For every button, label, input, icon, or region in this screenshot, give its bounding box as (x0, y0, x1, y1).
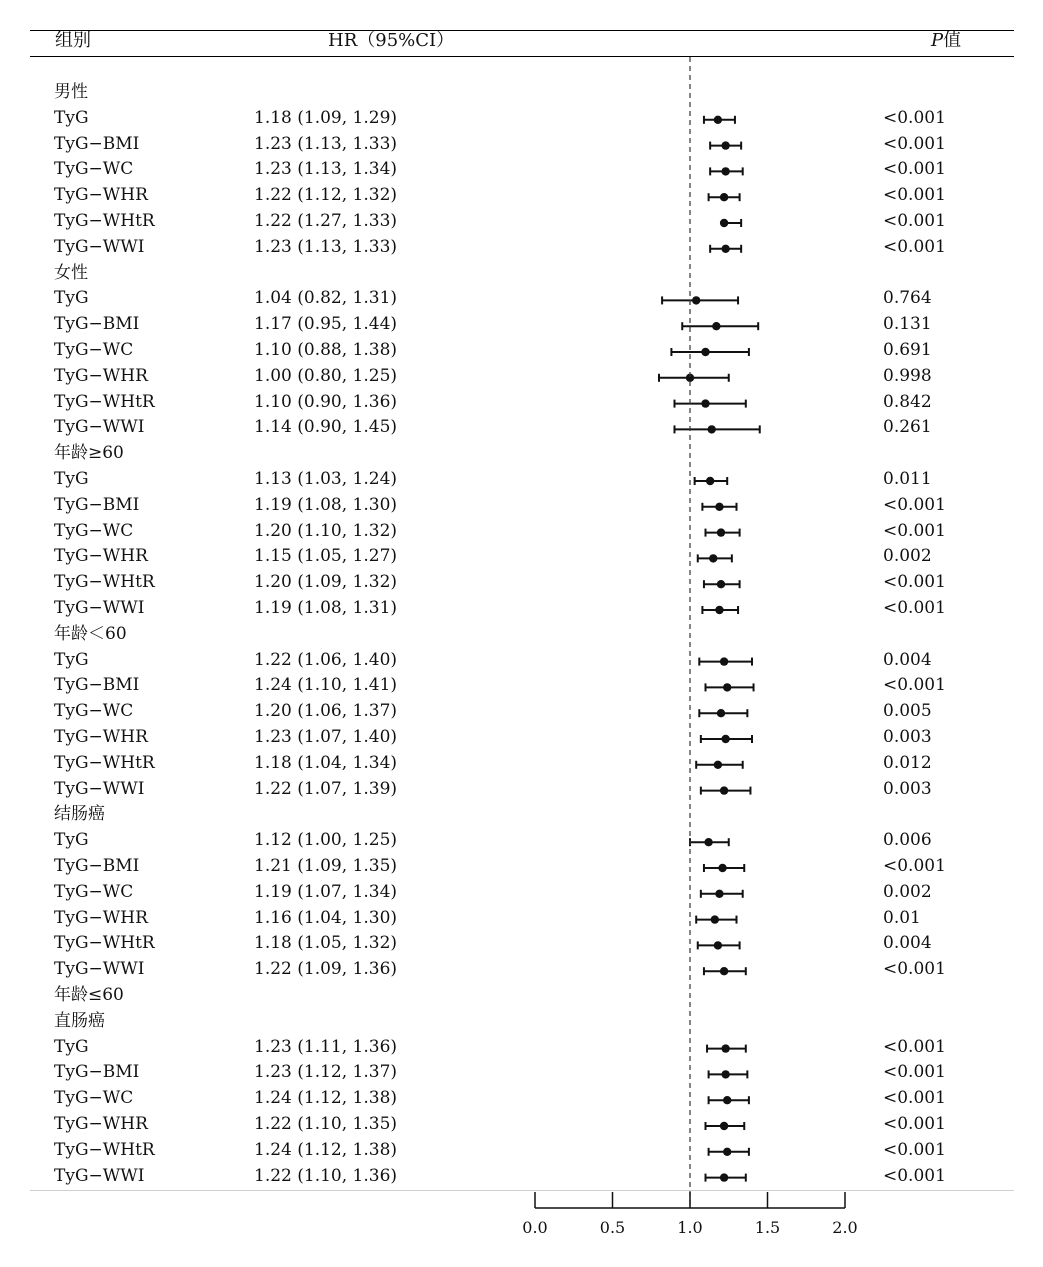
hr-point (717, 580, 725, 588)
p-value: 0.004 (883, 933, 932, 954)
p-value: <0.001 (883, 1088, 946, 1109)
p-value: 0.003 (883, 727, 932, 747)
hr-ci-value: 1.15 (1.05, 1.27) (254, 546, 398, 567)
hr-point (721, 167, 729, 175)
p-value: <0.001 (883, 675, 946, 696)
index-label: TyG (54, 288, 89, 309)
p-value: 0.01 (883, 907, 921, 928)
index-label: TyG−WHR (54, 365, 148, 386)
hr-ci-value: 1.24 (1.10, 1.41) (254, 675, 398, 696)
index-label: TyG (54, 107, 89, 128)
group-label: 直肠癌 (54, 1010, 105, 1031)
hr-ci-value: 1.24 (1.12, 1.38) (254, 1088, 398, 1109)
hr-point (717, 528, 725, 536)
hr-ci-value: 1.23 (1.13, 1.34) (254, 159, 398, 180)
index-label: TyG−WHR (54, 1114, 148, 1134)
p-value: 0.002 (883, 881, 932, 902)
p-value: <0.001 (883, 494, 946, 515)
hr-ci-value: 1.21 (1.09, 1.35) (254, 856, 398, 876)
group-label: 年龄＜60 (54, 623, 127, 644)
hr-point (714, 761, 722, 769)
index-label: TyG−BMI (54, 494, 140, 515)
index-label: TyG−WHtR (54, 572, 155, 593)
hr-ci-value: 1.24 (1.12, 1.38) (254, 1139, 398, 1160)
hr-point (704, 838, 712, 846)
hr-point (708, 425, 716, 433)
p-value: <0.001 (883, 1114, 946, 1134)
hr-ci-value: 1.22 (1.10, 1.35) (254, 1114, 398, 1134)
hr-point (712, 322, 720, 330)
hr-point (720, 786, 728, 794)
hr-point (709, 554, 717, 562)
hr-point (721, 1044, 729, 1052)
index-label: TyG−WHtR (54, 752, 155, 773)
hr-ci-value: 1.16 (1.04, 1.30) (254, 907, 398, 928)
index-label: TyG−WHR (54, 907, 148, 928)
index-label: TyG−WC (54, 1088, 134, 1109)
p-value: <0.001 (883, 598, 946, 618)
hr-ci-value: 1.19 (1.08, 1.30) (254, 494, 398, 515)
hr-ci-value: 1.22 (1.10, 1.36) (254, 1165, 398, 1186)
x-axis-tick-label: 1.0 (677, 1218, 703, 1237)
hr-ci-value: 1.18 (1.09, 1.29) (254, 107, 398, 128)
hr-ci-value: 1.00 (0.80, 1.25) (254, 365, 398, 386)
p-value: <0.001 (883, 856, 946, 876)
hr-ci-value: 1.19 (1.07, 1.34) (254, 881, 398, 902)
hr-ci-value: 1.22 (1.12, 1.32) (254, 185, 398, 206)
hr-ci-value: 1.22 (1.09, 1.36) (254, 959, 398, 980)
p-value: <0.001 (883, 133, 946, 154)
hr-ci-value: 1.22 (1.07, 1.39) (254, 778, 398, 799)
index-label: TyG−BMI (54, 314, 140, 335)
header-p-suffix: 值 (943, 30, 962, 51)
hr-ci-value: 1.22 (1.06, 1.40) (254, 649, 398, 670)
p-value: <0.001 (883, 1139, 946, 1160)
index-label: TyG−WHtR (54, 933, 155, 954)
p-value: 0.004 (883, 649, 932, 670)
p-value: 0.998 (883, 365, 932, 386)
x-axis-tick-label: 0.0 (522, 1218, 548, 1237)
header-group: 组别 (55, 30, 91, 51)
p-value: 0.842 (883, 391, 932, 412)
index-label: TyG−BMI (54, 675, 140, 696)
group-label: 男性 (54, 82, 88, 102)
hr-ci-value: 1.22 (1.27, 1.33) (254, 211, 398, 231)
p-value: <0.001 (883, 185, 946, 206)
header-p-italic: P (931, 30, 944, 51)
hr-point (692, 296, 700, 304)
group-label: 年龄≥60 (54, 443, 124, 464)
p-value: <0.001 (883, 572, 946, 593)
index-label: TyG−WHR (54, 546, 148, 567)
p-value: 0.006 (883, 830, 932, 851)
hr-point (715, 890, 723, 898)
index-label: TyG−WWI (54, 417, 145, 438)
p-value: 0.005 (883, 701, 932, 722)
group-label: 结肠癌 (54, 804, 105, 825)
hr-point (711, 915, 719, 923)
hr-point (714, 116, 722, 124)
index-label: TyG−BMI (54, 133, 140, 154)
hr-point (701, 348, 709, 356)
hr-point (717, 709, 725, 717)
p-value: 0.764 (883, 288, 932, 309)
index-label: TyG−BMI (54, 1062, 140, 1083)
index-label: TyG−WWI (54, 778, 145, 799)
index-label: TyG−WHtR (54, 391, 155, 412)
p-value: 0.691 (883, 340, 932, 360)
hr-ci-value: 1.19 (1.08, 1.31) (254, 598, 398, 618)
p-value: 0.261 (883, 417, 932, 438)
hr-point (720, 657, 728, 665)
hr-ci-value: 1.04 (0.82, 1.31) (254, 288, 398, 309)
hr-ci-value: 1.20 (1.06, 1.37) (254, 701, 398, 722)
hr-point (715, 606, 723, 614)
hr-ci-value: 1.14 (0.90, 1.45) (254, 417, 398, 438)
index-label: TyG−WWI (54, 598, 145, 618)
index-label: TyG−WC (54, 881, 134, 902)
x-axis-tick-label: 2.0 (832, 1218, 858, 1237)
index-label: TyG−WHtR (54, 1139, 155, 1160)
index-label: TyG (54, 830, 89, 851)
hr-point (721, 245, 729, 253)
p-value: <0.001 (883, 1062, 946, 1083)
hr-point (720, 1173, 728, 1181)
index-label: TyG−WWI (54, 236, 145, 257)
hr-ci-value: 1.13 (1.03, 1.24) (254, 469, 398, 489)
hr-point (721, 735, 729, 743)
hr-ci-value: 1.12 (1.00, 1.25) (254, 830, 398, 851)
index-label: TyG−WC (54, 340, 134, 360)
header-hr: HR（95%CI） (328, 30, 455, 51)
hr-point (720, 219, 728, 227)
hr-ci-value: 1.20 (1.10, 1.32) (254, 520, 398, 541)
hr-point (723, 1096, 731, 1104)
hr-ci-value: 1.23 (1.11, 1.36) (254, 1036, 398, 1057)
hr-ci-value: 1.18 (1.05, 1.32) (254, 933, 398, 954)
p-value: <0.001 (883, 1036, 946, 1057)
p-value: <0.001 (883, 107, 946, 128)
p-value: <0.001 (883, 959, 946, 980)
hr-point (706, 477, 714, 485)
p-value: <0.001 (883, 211, 946, 231)
x-axis-tick-label: 1.5 (754, 1218, 781, 1237)
index-label: TyG (54, 649, 89, 670)
hr-point (721, 1070, 729, 1078)
hr-ci-value: 1.23 (1.13, 1.33) (254, 133, 398, 154)
hr-point (701, 399, 709, 407)
index-label: TyG−WC (54, 159, 134, 180)
hr-ci-value: 1.18 (1.04, 1.34) (254, 752, 398, 773)
p-value: 0.011 (883, 469, 932, 489)
index-label: TyG−BMI (54, 856, 140, 876)
index-label: TyG (54, 469, 89, 489)
index-label: TyG−WHR (54, 185, 148, 206)
p-value: <0.001 (883, 1165, 946, 1186)
hr-point (720, 193, 728, 201)
p-value: <0.001 (883, 236, 946, 257)
p-value: 0.131 (883, 314, 932, 335)
index-label: TyG−WWI (54, 959, 145, 980)
group-label: 女性 (54, 262, 88, 283)
hr-point (723, 683, 731, 691)
hr-point (715, 503, 723, 511)
p-value: <0.001 (883, 159, 946, 180)
hr-point (720, 967, 728, 975)
hr-point (720, 1122, 728, 1130)
hr-point (723, 1148, 731, 1156)
hr-ci-value: 1.23 (1.12, 1.37) (254, 1062, 398, 1083)
hr-ci-value: 1.20 (1.09, 1.32) (254, 572, 398, 593)
hr-ci-value: 1.10 (0.90, 1.36) (254, 391, 398, 412)
p-value: 0.003 (883, 778, 932, 799)
hr-point (721, 141, 729, 149)
index-label: TyG−WC (54, 701, 134, 722)
hr-ci-value: 1.23 (1.07, 1.40) (254, 727, 398, 747)
hr-ci-value: 1.23 (1.13, 1.33) (254, 236, 398, 257)
hr-point (718, 864, 726, 872)
p-value: 0.012 (883, 752, 932, 773)
hr-point (714, 941, 722, 949)
hr-ci-value: 1.17 (0.95, 1.44) (254, 314, 398, 335)
index-label: TyG (54, 1036, 89, 1057)
index-label: TyG−WHR (54, 727, 148, 747)
hr-ci-value: 1.10 (0.88, 1.38) (254, 340, 398, 360)
p-value: 0.002 (883, 546, 932, 567)
group-label: 年龄≤60 (54, 985, 124, 1005)
index-label: TyG−WC (54, 520, 134, 541)
index-label: TyG−WWI (54, 1165, 145, 1186)
index-label: TyG−WHtR (54, 211, 155, 231)
p-value: <0.001 (883, 520, 946, 541)
x-axis-tick-label: 0.5 (599, 1218, 626, 1237)
